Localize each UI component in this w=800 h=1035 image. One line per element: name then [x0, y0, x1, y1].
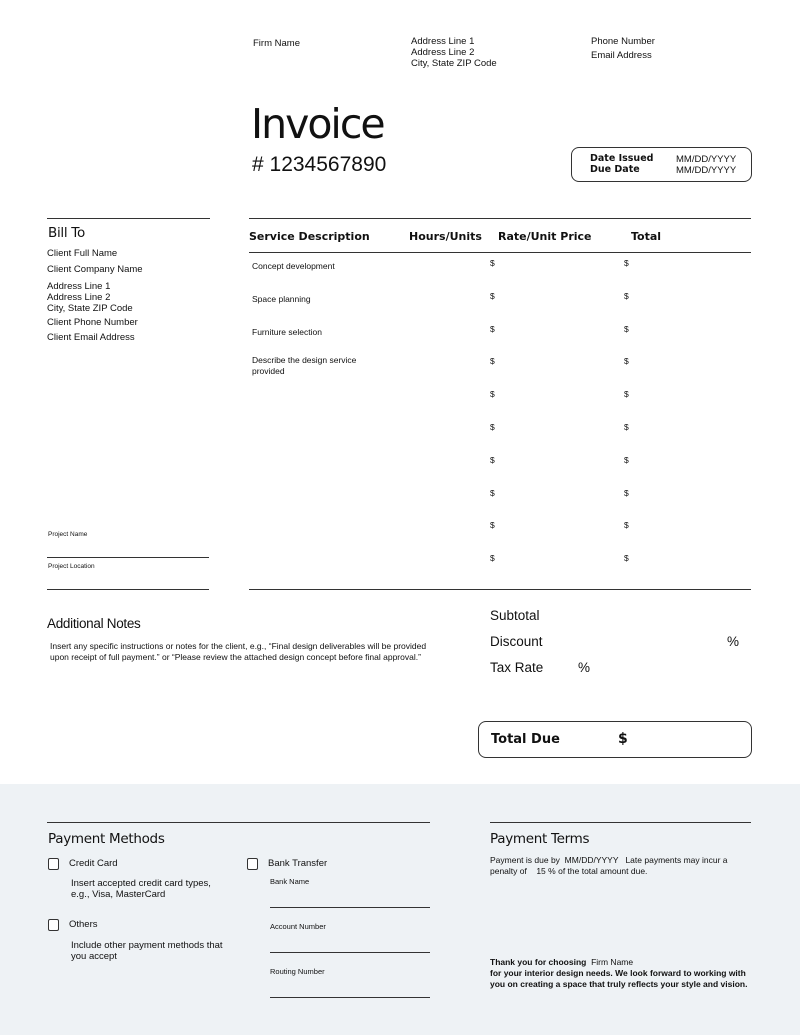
table-row [249, 323, 751, 355]
row-rate[interactable]: $ [490, 422, 495, 432]
others-desc: Include other payment methods that you accept [71, 940, 223, 962]
col-rate: Rate/Unit Price [498, 230, 592, 243]
row-rate[interactable]: $ [490, 487, 495, 498]
project-location-label: Project Location [48, 563, 95, 570]
terms-due-date[interactable]: MM/DD/YYYY [564, 855, 619, 865]
routing-number-label: Routing Number [270, 967, 325, 976]
subtotal-label: Subtotal [490, 608, 540, 623]
project-name-label: Project Name [48, 531, 88, 538]
row-total[interactable]: $ [624, 520, 629, 531]
row-total[interactable]: $ [624, 389, 629, 400]
terms-text-1: Payment is due by [490, 855, 560, 865]
bank-transfer-label: Bank Transfer [268, 858, 328, 869]
thanks-text-2: for your interior design needs. We look forward to working with you on creating a space that truly reflects your style and vision. [490, 968, 748, 989]
firm-phone: Phone Number [591, 36, 655, 47]
table-row [249, 454, 751, 486]
table-row [249, 290, 751, 322]
row-rate[interactable]: $ [490, 389, 495, 400]
row-total[interactable]: $ [624, 487, 629, 498]
discount-label: Discount [490, 634, 543, 649]
client-city[interactable]: City, State ZIP Code [47, 303, 133, 314]
client-phone[interactable]: Client Phone Number [47, 317, 138, 328]
row-rate[interactable]: $ [490, 258, 495, 268]
row-rate[interactable]: $ [490, 290, 495, 301]
thanks-text-1: Thank you for choosing [490, 957, 587, 967]
thanks-firm-name[interactable]: Firm Name [591, 957, 634, 967]
total-due-currency: $ [618, 731, 628, 747]
col-total: Total [631, 230, 662, 243]
payment-terms-title: Payment Terms [490, 831, 590, 847]
table-row [249, 519, 751, 551]
credit-card-label: Credit Card [69, 858, 118, 869]
firm-city: City, State ZIP Code [411, 58, 497, 69]
row-rate[interactable]: $ [490, 454, 495, 465]
row-total[interactable]: $ [624, 422, 629, 432]
discount-unit: % [727, 634, 740, 649]
notes-text[interactable]: Insert any specific instructions or notes for the client, e.g., “Final design deliverables will be provided upon receipt of full payment.” or “Please review the attached design concept before final approval.” [50, 641, 427, 662]
row-total[interactable]: $ [624, 454, 629, 465]
client-name[interactable]: Client Full Name [47, 248, 118, 259]
terms-text-2: Late payments may incur a penalty of [490, 855, 728, 876]
row-description[interactable]: Furniture selection [252, 326, 322, 337]
payment-methods-title: Payment Methods [48, 831, 165, 847]
table-row [249, 552, 751, 584]
terms-text-3: % of the total amount due. [548, 866, 648, 876]
bank-name-label: Bank Name [270, 877, 310, 886]
col-hours-units: Hours/Units [409, 230, 482, 243]
row-total[interactable]: $ [624, 290, 629, 301]
firm-name: Firm Name [253, 38, 300, 49]
row-rate[interactable]: $ [490, 553, 495, 564]
row-rate[interactable]: $ [490, 356, 495, 367]
row-total[interactable]: $ [624, 553, 629, 564]
firm-email: Email Address [591, 50, 652, 61]
bank-name-field[interactable] [270, 907, 430, 908]
row-total[interactable]: $ [624, 258, 629, 268]
table-row [249, 388, 751, 420]
notes-title: Additional Notes [47, 616, 141, 631]
table-row [249, 257, 751, 289]
credit-card-desc: Insert accepted credit card types, e.g., Visa, MasterCard [71, 878, 211, 900]
table-row [249, 487, 751, 519]
due-date-label: Due Date [590, 164, 640, 175]
row-rate[interactable]: $ [490, 323, 495, 334]
date-issued-label: Date Issued [590, 153, 654, 164]
date-issued[interactable]: MM/DD/YYYY [676, 154, 737, 165]
payment-terms-text [490, 855, 755, 877]
bill-to-title: Bill To [48, 225, 85, 241]
table-row [249, 421, 751, 453]
bank-transfer-checkbox[interactable] [247, 858, 258, 870]
account-number-label: Account Number [270, 922, 326, 931]
routing-number-field[interactable] [270, 997, 430, 998]
tax-unit: % [578, 660, 591, 675]
client-address-2[interactable]: Address Line 2 [47, 292, 111, 303]
client-company[interactable]: Client Company Name [47, 264, 143, 275]
account-number-field[interactable] [270, 952, 430, 953]
terms-penalty[interactable]: 15 [536, 866, 546, 876]
total-due-label: Total Due [491, 732, 560, 747]
firm-address-line-1: Address Line 1 [411, 36, 475, 47]
row-total[interactable]: $ [624, 356, 629, 367]
invoice-number: # 1234567890 [252, 153, 387, 176]
row-description[interactable]: Describe the design service provided [252, 355, 357, 377]
firm-address-line-2: Address Line 2 [411, 47, 475, 58]
due-date[interactable]: MM/DD/YYYY [676, 165, 737, 176]
others-label: Others [69, 919, 98, 930]
client-address-1[interactable]: Address Line 1 [47, 281, 111, 292]
page-title: Invoice [251, 100, 384, 148]
project-name-field[interactable] [47, 557, 209, 558]
project-location-field[interactable] [47, 589, 209, 590]
table-row [249, 355, 751, 387]
row-rate[interactable]: $ [490, 520, 495, 531]
credit-card-checkbox[interactable] [48, 858, 59, 870]
thank-you-text [490, 957, 752, 990]
row-description[interactable]: Concept development [252, 261, 335, 271]
others-checkbox[interactable] [48, 919, 59, 931]
col-service-description: Service Description [249, 230, 370, 243]
row-description[interactable]: Space planning [252, 293, 311, 304]
client-email[interactable]: Client Email Address [47, 332, 135, 343]
row-total[interactable]: $ [624, 323, 629, 334]
tax-rate-label: Tax Rate [490, 660, 544, 675]
